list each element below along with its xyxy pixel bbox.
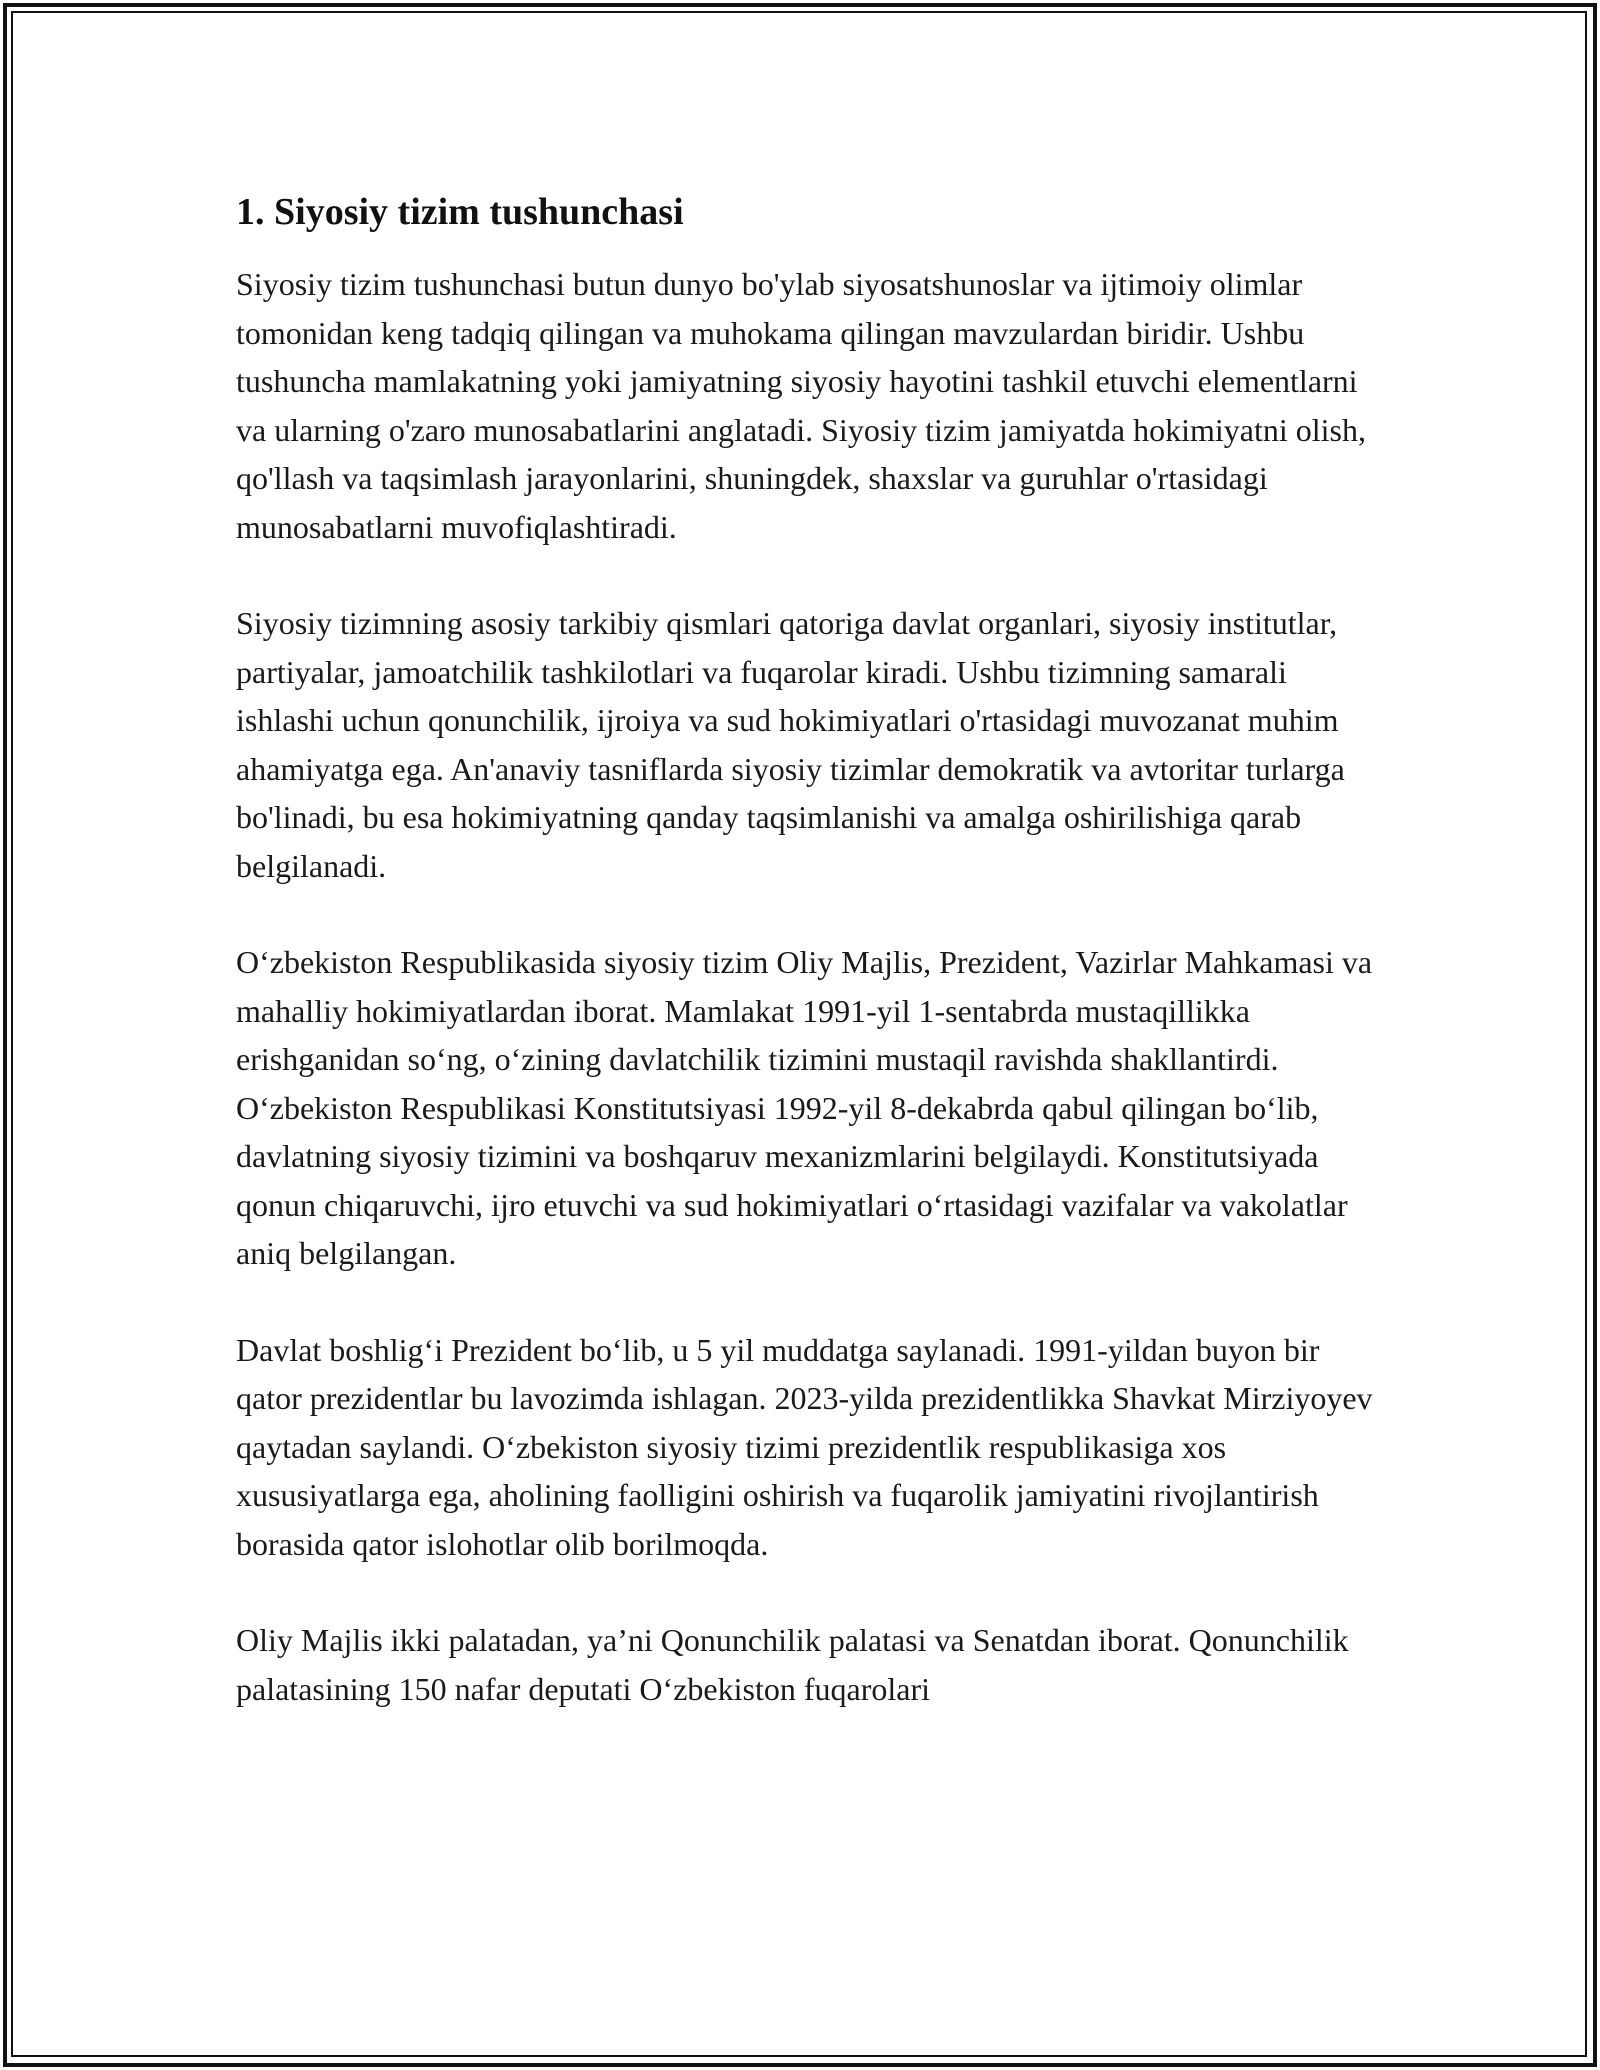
section-heading: 1. Siyosiy tizim tushunchasi xyxy=(236,191,684,233)
paragraph-5: Oliy Majlis ikki palatadan, ya’ni Qonunchilik palatasi va Senatdan iborat. Qonunchilik palatasining 150 nafar deputati O‘zbekiston fuqarolari xyxy=(236,1622,1349,1707)
paragraph-2: Siyosiy tizimning asosiy tarkibiy qismlari qatoriga davlat organlari, siyosiy institutlar, partiyalar, jamoatchilik tashkilotlari va fuqarolar kiradi. Ushbu tizimning samarali ishlashi uchun qonunchilik, ijroiya va sud hokimiyatlari o'rtasidagi muvozanat muhim ahamiyatga ega. An'anaviy tasniflarda siyosiy tizimlar demokratik va avtoritar turlarga bo'linadi, bu esa hokimiyatning qanday taqsimlanishi va amalga oshirilishiga qarab belgilanadi. xyxy=(236,605,1345,884)
paragraph-3: O‘zbekiston Respublikasida siyosiy tizim Oliy Majlis, Prezident, Vazirlar Mahkamasi va mahalliy hokimiyatlardan iborat. Mamlakat 1991-yil 1-sentabrda mustaqillikka erishganidan so‘ng, o‘zining davlatchilik tizimini mustaqil ravishda shakllantirdi. O‘zbekiston Respublikasi Konstitutsiyasi 1992-yil 8-dekabrda qabul qilingan bo‘lib, davlatning siyosiy tizimini va boshqaruv mexanizmlarini belgilaydi. Konstitutsiyada qonun chiqaruvchi, ijro etuvchi va sud hokimiyatlari o‘rtasidagi vazifalar va vakolatlar aniq belgilangan. xyxy=(236,944,1373,1271)
document-body xyxy=(236,188,1376,1761)
paragraph-4: Davlat boshlig‘i Prezident bo‘lib, u 5 yil muddatga saylanadi. 1991-yildan buyon bir qator prezidentlar bu lavozimda ishlagan. 2023-yilda prezidentlikka Shavkat Mirziyoyev qaytadan saylandi. O‘zbekiston siyosiy tizimi prezidentlik respublikasiga xos xususiyatlarga ega, aholining faolligini oshirish va fuqarolik jamiyatini rivojlantirish borasida qator islohotlar olib borilmoqda. xyxy=(236,1331,1373,1562)
paragraph-1: Siyosiy tizim tushunchasi butun dunyo bo'ylab siyosatshunoslar va ijtimoiy olimlar tomonidan keng tadqiq qilingan va muhokama qilingan mavzulardan biridir. Ushbu tushuncha mamlakatning yoki jamiyatning siyosiy hayotini tashkil etuvchi elementlarni va ularning o'zaro munosabatlarini anglatadi. Siyosiy tizim jamiyatda hokimiyatni olish, qo'llash va taqsimlash jarayonlarini, shuningdek, shaxslar va guruhlar o'rtasidagi munosabatlarni muvofiqlashtiradi. xyxy=(236,266,1366,545)
